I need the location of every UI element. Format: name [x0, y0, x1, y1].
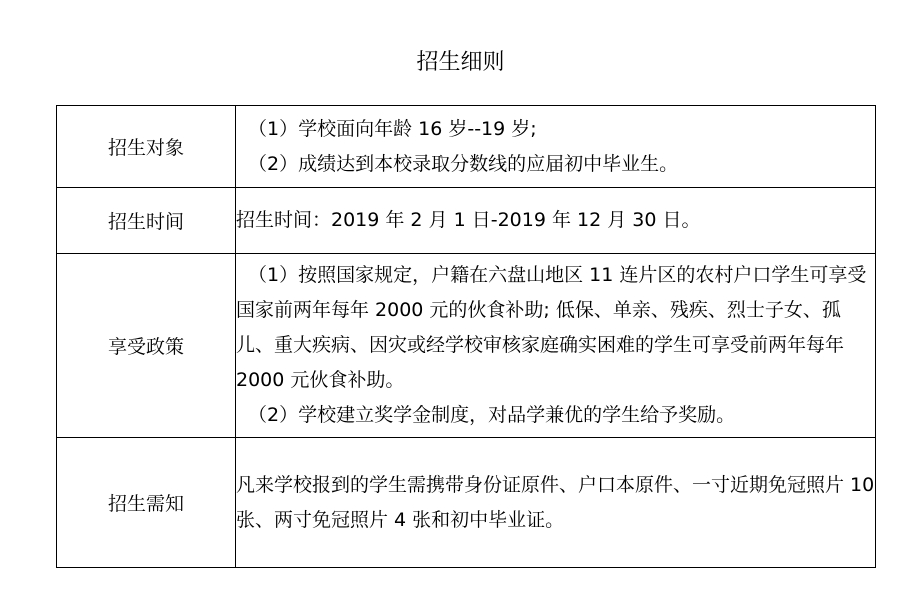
- row-content: [236, 106, 876, 188]
- paragraph: （2）学校建立奖学金制度，对品学兼优的学生给予奖励。: [248, 404, 736, 426]
- row-content: [236, 438, 876, 568]
- page-title: 招生细则: [416, 50, 505, 75]
- admission-rules-table: [56, 105, 876, 568]
- paragraph: （1）按照国家规定，户籍在六盘山地区 11 连片区的农村户口学生可享受国家前两年每年 2000 元的伙食补助; 低保、单亲、残疾、烈士子女、孤儿、重大疾病、因灾或经学校审核家庭确实困难的学生可享受前两年每年 2000 元伙食补助。: [236, 264, 867, 391]
- table-row: [57, 188, 876, 254]
- row-label: 招生时间: [57, 188, 236, 254]
- paragraph: （2）成绩达到本校录取分数线的应届初中毕业生。: [248, 152, 679, 175]
- table-row: [57, 254, 876, 438]
- paragraph: 招生时间：2019 年 2 月 1 日-2019 年 12 月 30 日。: [236, 209, 701, 231]
- table-row: [57, 106, 876, 188]
- row-content: [236, 188, 876, 254]
- table-row: [57, 438, 876, 568]
- paragraph: 凡来学校报到的学生需携带身份证原件、户口本原件、一寸近期免冠照片 10 张、两寸免冠照片 4 张和初中毕业证。: [236, 473, 875, 531]
- row-label: 招生对象: [57, 106, 236, 188]
- row-content: [236, 254, 876, 438]
- row-label: 享受政策: [57, 254, 236, 438]
- row-label: 招生需知: [57, 438, 236, 568]
- paragraph: （1）学校面向年龄 16 岁--19 岁;: [248, 117, 537, 140]
